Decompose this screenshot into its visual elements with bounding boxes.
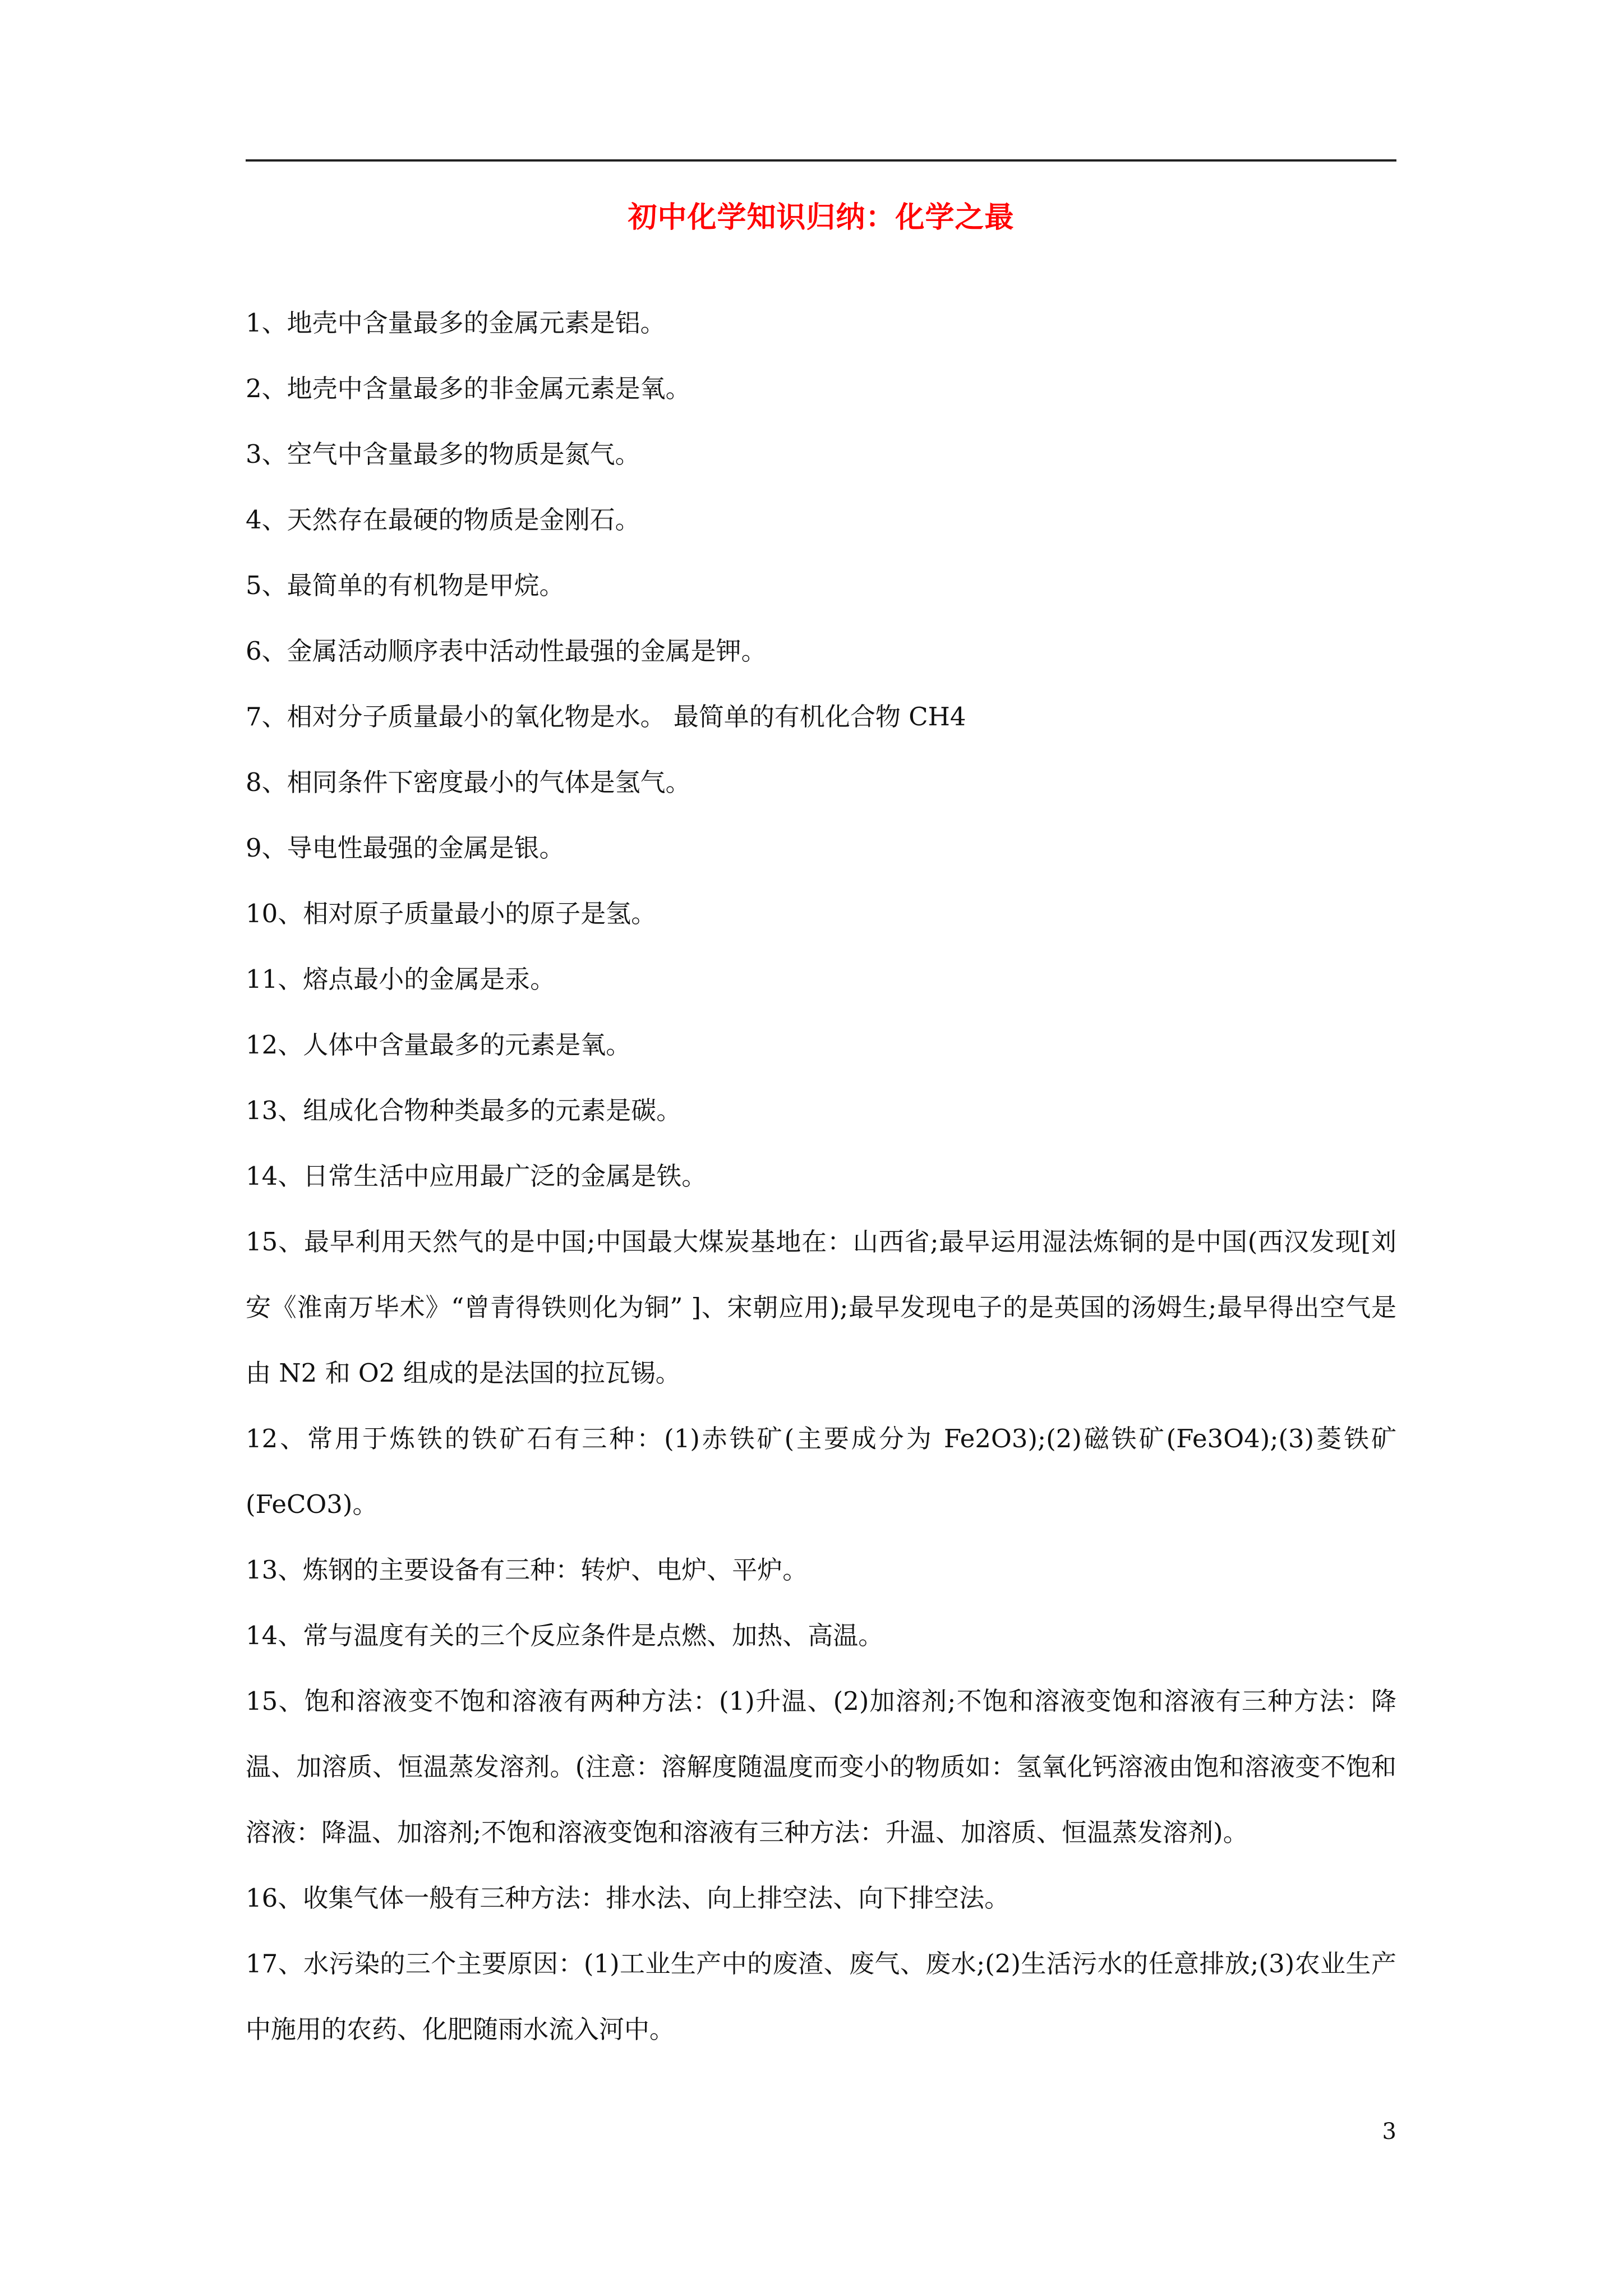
list-item: 3、空气中含量最多的物质是氮气。 <box>246 439 640 469</box>
list-item: 6、金属活动顺序表中活动性最强的金属是钾。 <box>246 636 767 666</box>
list-item: 14、常与温度有关的三个反应条件是点燃、加热、高温。 <box>246 1621 884 1650</box>
list-item: 9、导电性最强的金属是银。 <box>246 833 565 863</box>
list-item: 12、常用于炼铁的铁矿石有三种：(1)赤铁矿(主要成分为 Fe2O3);(2)磁铁矿(Fe3O4);(3)菱铁矿(FeCO3)。 <box>246 1424 1396 1519</box>
list-item: 16、收集气体一般有三种方法：排水法、向上排空法、向下排空法。 <box>246 1883 1010 1913</box>
list-item: 15、最早利用天然气的是中国;中国最大煤炭基地在：山西省;最早运用湿法炼铜的是中国(西汉发现[刘安《淮南万毕术》“曾青得铁则化为铜” ]、宋朝应用);最早发现电子的是英国的汤姆生;最早得出空气是由 N2 和 O2 组成的是法国的拉瓦锡。 <box>246 1227 1396 1388</box>
list-item: 11、熔点最小的金属是汞。 <box>246 964 556 994</box>
list-item: 8、相同条件下密度最小的气体是氢气。 <box>246 767 691 797</box>
header-rule <box>246 159 1396 162</box>
knowledge-list <box>246 290 1396 2062</box>
list-item: 13、炼钢的主要设备有三种：转炉、电炉、平炉。 <box>246 1555 808 1585</box>
list-item: 17、水污染的三个主要原因：(1)工业生产中的废渣、废气、废水;(2)生活污水的任意排放;(3)农业生产中施用的农药、化肥随雨水流入河中。 <box>246 1949 1396 2044</box>
list-item: 14、日常生活中应用最广泛的金属是铁。 <box>246 1161 707 1191</box>
list-item: 1、地壳中含量最多的金属元素是铝。 <box>246 308 666 338</box>
list-item: 7、相对分子质量最小的氧化物是水。 最简单的有机化合物 CH4 <box>246 702 966 731</box>
page-number: 3 <box>1382 2119 1396 2145</box>
list-item: 12、人体中含量最多的元素是氧。 <box>246 1030 631 1060</box>
list-item: 4、天然存在最硬的物质是金刚石。 <box>246 505 640 535</box>
page-title: 初中化学知识归纳：化学之最 <box>628 200 1015 234</box>
list-item: 13、组成化合物种类最多的元素是碳。 <box>246 1096 682 1125</box>
list-item: 5、最简单的有机物是甲烷。 <box>246 570 565 600</box>
list-item: 15、饱和溶液变不饱和溶液有两种方法：(1)升温、(2)加溶剂;不饱和溶液变饱和溶液有三种方法：降温、加溶质、恒温蒸发溶剂。(注意：溶解度随温度而变小的物质如：氢氧化钙溶液由饱和溶液变不饱和溶液：降温、加溶剂;不饱和溶液变饱和溶液有三种方法：升温、加溶质、恒温蒸发溶剂)。 <box>246 1686 1396 1847</box>
list-item: 10、相对原子质量最小的原子是氢。 <box>246 899 657 928</box>
list-item: 2、地壳中含量最多的非金属元素是氧。 <box>246 374 691 403</box>
